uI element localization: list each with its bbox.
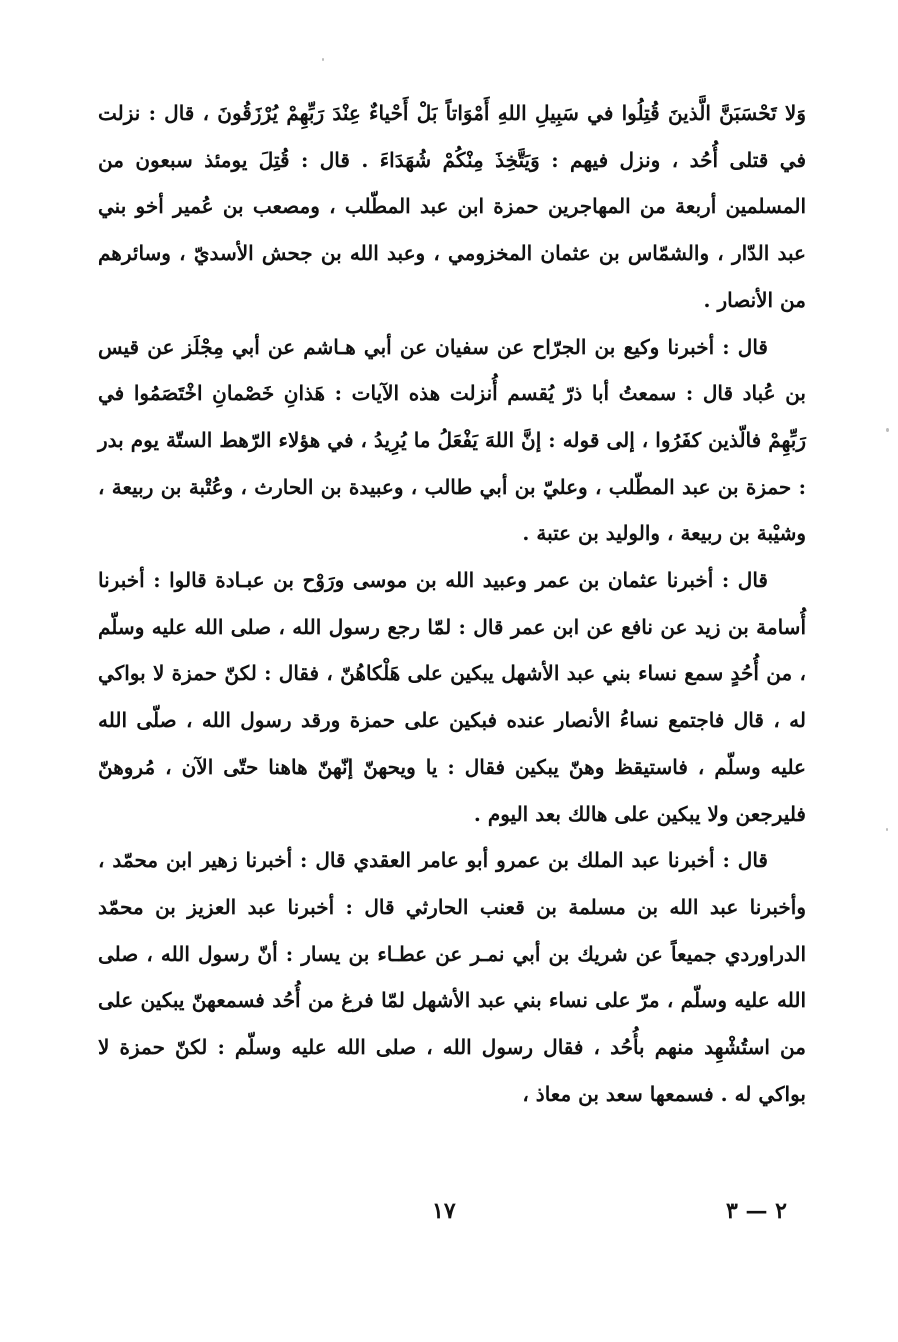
page-footer <box>0 1198 898 1238</box>
scan-speck <box>886 428 889 432</box>
body-text <box>98 90 806 1117</box>
paragraph-1: وَلا تَحْسَبَنَّ الَّذينَ قُتِلُوا في سَبِيلِ اللهِ أَمْوَاتاً بَلْ أَحْياءٌ عِنْدَ رَبِّهِمْ يُرْزَقُونَ ، قال : نزلت في قتلى أُحُد ، ونزل فيهم : وَيَتَّخِذَ مِنْكُمْ شُهَدَاءَ . قال : قُتِلَ يومئذ سبعون من المسلمين أربعة من المهاجرين حمزة ابن عبد المطّلب ، ومصعب بن عُمير أخو بني عبد الدّار ، والشمّاس بن عثمان المخزومي ، وعبد الله بن جحش الأسديّ ، وسائرهم من الأنصار . <box>98 101 806 312</box>
paragraph-4: قال : أخبرنا عبد الملك بن عمرو أبو عامر العقدي قال : أخبرنا زهير ابن محمّد ، وأخبرنا عبد الله بن مسلمة بن قعنب الحارثي قال : أخبرنا عبد العزيز بن محمّد الدراوردي جميعاً عن شريك بن أبي نمـر عن عطـاء بن يسار : أنّ رسول الله ، صلى الله عليه وسلّم ، مرّ على نساء بني عبد الأشهل لمّا فرغ من أُحُد فسمعهنّ يبكين على من استُشْهِد منهم بأُحُد ، فقال رسول الله ، صلى الله عليه وسلّم : لكنّ حمزة لا بواكي له . فسمعها سعد بن معاذ ، <box>98 848 806 1106</box>
scan-speck <box>322 58 324 61</box>
scan-speck <box>886 828 888 831</box>
signature-mark: ٢ — ٣ <box>726 1198 787 1224</box>
paragraph-2: قال : أخبرنا وكيع بن الجرّاح عن سفيان عن أبي هـاشم عن أبي مِجْلَز عن قيس بن عُباد قال : سمعتُ أبا ذرّ يُقسم أُنزلت هذه الآيات : هَذانِ خَصْمانِ اخْتَصَمُوا في رَبِّهِمْ فالّذين كفَرُوا ، إلى قوله : إنَّ اللهَ يَفْعَلُ ما يُرِيدُ ، في هؤلاء الرّهط الستّة يوم بدر : حمزة بن عبد المطّلب ، وعليّ بن أبي طالب ، وعبيدة بن الحارث ، وعُتْبة بن ربيعة ، وشيْبة بن ربيعة ، والوليد بن عتبة . <box>98 334 806 546</box>
page-number: ١٧ <box>432 1198 456 1224</box>
paragraph-3: قال : أخبرنا عثمان بن عمر وعبيد الله بن موسى ورَوْح بن عبـادة قالوا : أخبرنا أُسامة بن زيد عن نافع عن ابن عمر قال : لمّا رجع رسول الله ، صلى الله عليه وسلّم ، من أُحُدٍ سمع نساء بني عبد الأشهل يبكين على هَلْكاهُنّ ، فقال : لكنّ حمزة لا بواكي له ، قال فاجتمع نساءُ الأنصار عنده فبكين على حمزة ورقد رسول الله ، صلّى الله عليه وسلّم ، فاستيقظ وهنّ يبكين فقال : يا ويحهنّ إنّهنّ هاهنا حتّى الآن ، مُروهنّ فليرجعن ولا يبكين على هالك بعد اليوم . <box>98 568 806 826</box>
